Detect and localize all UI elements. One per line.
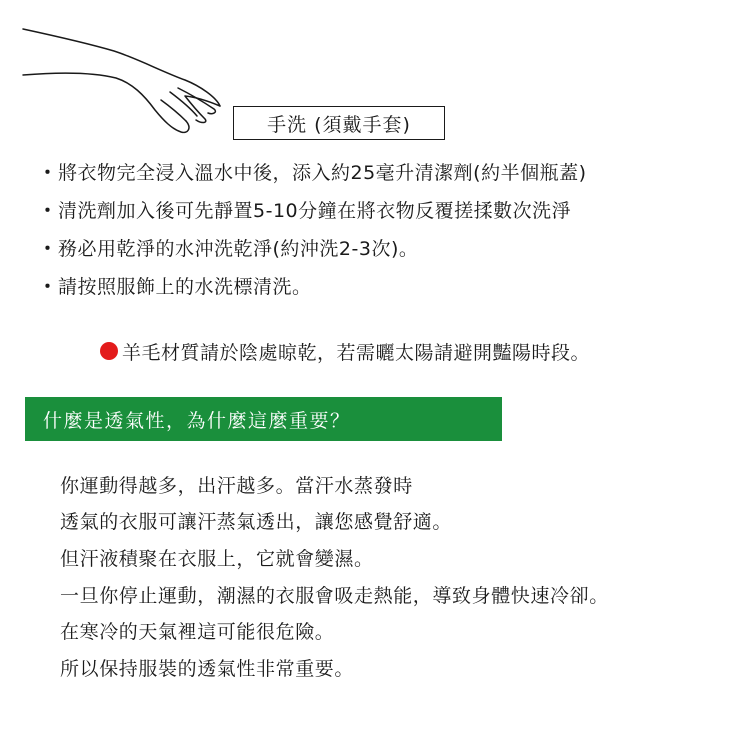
paragraph-line: 在寒冷的天氣裡這可能很危險。 bbox=[60, 621, 335, 644]
list-item bbox=[38, 190, 738, 228]
instruction-text: 清洗劑加入後可先靜置5-10分鐘在將衣物反覆搓揉數次洗淨 bbox=[58, 199, 572, 222]
bullet-marker: ・ bbox=[38, 199, 58, 222]
instruction-text: 務必用乾淨的水沖洗乾淨(約沖洗2-3次)。 bbox=[58, 237, 419, 260]
wool-drying-note bbox=[100, 337, 590, 365]
paragraph-line: 但汗液積聚在衣服上，它就會變濕。 bbox=[60, 547, 374, 570]
breathability-paragraph bbox=[60, 466, 745, 686]
bullet-marker: ・ bbox=[38, 275, 58, 298]
wool-note-text: 羊毛材質請於陰處晾乾，若需曬太陽請避開豔陽時段。 bbox=[122, 341, 591, 364]
paragraph-line: 你運動得越多，出汗越多。當汗水蒸發時 bbox=[60, 474, 413, 497]
red-dot-icon bbox=[100, 342, 118, 360]
wash-instructions-list bbox=[38, 152, 738, 304]
bullet-marker: ・ bbox=[38, 161, 58, 184]
section-title: 什麼是透氣性，為什麼這麼重要？ bbox=[43, 409, 351, 432]
list-item bbox=[38, 228, 738, 266]
paragraph-line: 所以保持服裝的透氣性非常重要。 bbox=[60, 657, 355, 680]
paragraph-line: 一旦你停止運動，潮濕的衣服會吸走熱能，導致身體快速冷卻。 bbox=[60, 584, 609, 607]
instruction-text: 請按照服飾上的水洗標清洗。 bbox=[58, 275, 312, 298]
instruction-text: 將衣物完全浸入溫水中後，添入約25毫升清潔劑(約半個瓶蓋) bbox=[58, 161, 587, 184]
paragraph-line: 透氣的衣服可讓汗蒸氣透出，讓您感覺舒適。 bbox=[60, 511, 453, 534]
list-item bbox=[38, 266, 738, 304]
hand-wash-label: 手洗 (須戴手套) bbox=[233, 106, 445, 140]
section-heading-bar bbox=[25, 397, 502, 441]
bullet-marker: ・ bbox=[38, 237, 58, 260]
open-hand-outline-icon bbox=[20, 20, 235, 135]
list-item bbox=[38, 152, 738, 190]
